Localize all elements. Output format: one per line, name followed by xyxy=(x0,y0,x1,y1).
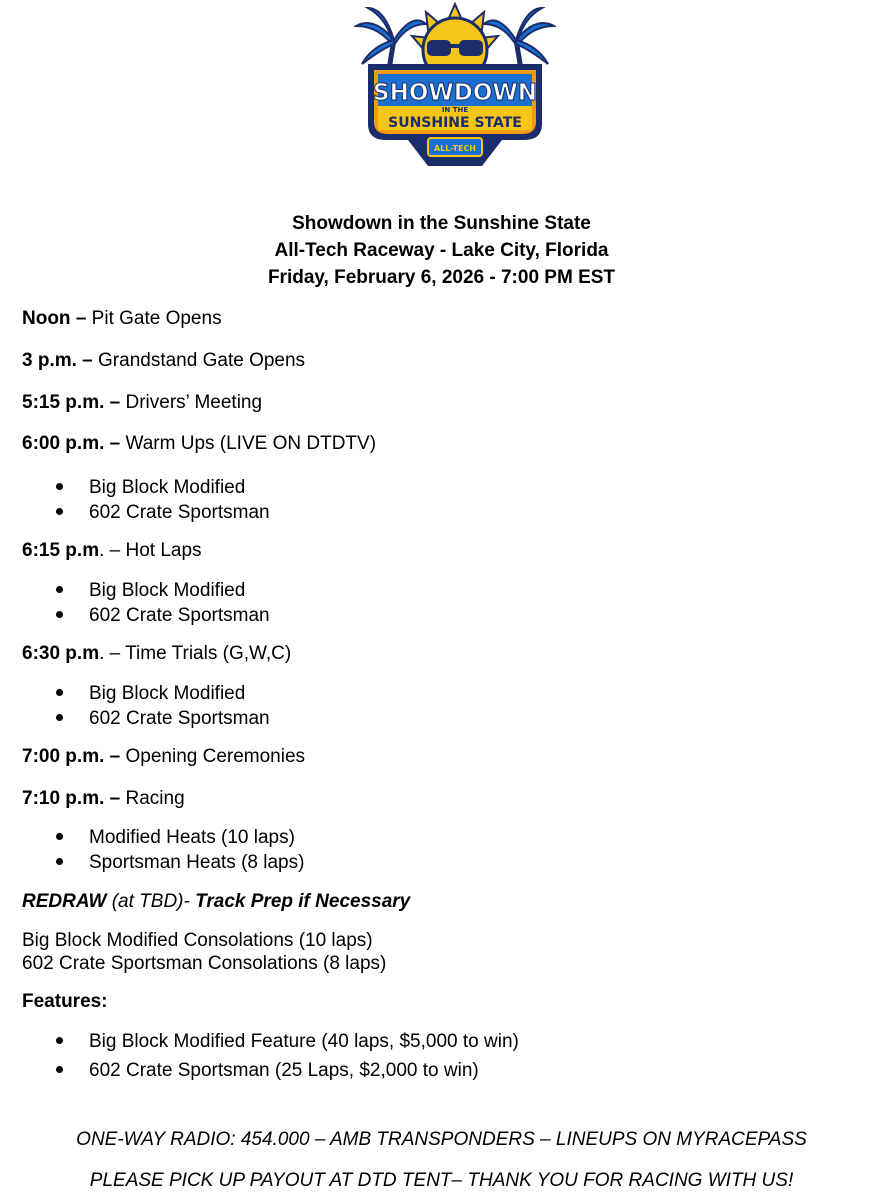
bullet-icon xyxy=(56,483,63,490)
redraw-label: REDRAW xyxy=(22,891,107,912)
consolation-item: Big Block Modified Consolations (10 laps) xyxy=(22,930,373,951)
schedule-event: Grandstand Gate Opens xyxy=(92,350,306,371)
redraw-line xyxy=(22,891,410,913)
schedule-event: Pit Gate Opens xyxy=(86,308,222,329)
logo-title-text: SHOWDOWN xyxy=(373,80,537,106)
list-item: 602 Crate Sportsman xyxy=(56,605,63,627)
schedule-time: 6:00 p.m. – xyxy=(22,433,121,454)
schedule-time: 7:10 p.m. – xyxy=(22,788,121,809)
footer-payout-line: PLEASE PICK UP PAYOUT AT DTD TENT– THANK YOU FOR RACING WITH US! xyxy=(89,1170,794,1191)
schedule-event: Drivers’ Meeting xyxy=(120,392,263,413)
event-date: Friday, February 6, 2026 - 7:00 PM EST xyxy=(267,267,616,288)
schedule-item xyxy=(22,433,376,455)
all-tech-badge-text: ALL-TECH xyxy=(433,144,477,153)
event-title: Showdown in the Sunshine State xyxy=(292,213,591,234)
schedule-item xyxy=(22,540,202,562)
list-item: 602 Crate Sportsman xyxy=(56,708,63,730)
schedule-event: Opening Ceremonies xyxy=(120,746,306,767)
list-item: Big Block Modified xyxy=(56,580,63,602)
event-venue: All-Tech Raceway - Lake City, Florida xyxy=(274,240,609,261)
list-item: Modified Heats (10 laps) xyxy=(56,827,63,849)
bullet-icon xyxy=(56,1066,63,1073)
bullet-icon xyxy=(56,508,63,515)
schedule-event: . – Time Trials (G,W,C) xyxy=(99,643,292,664)
schedule-time: Noon – xyxy=(22,308,87,329)
consolation-item: 602 Crate Sportsman Consolations (8 laps) xyxy=(22,953,387,974)
schedule-item xyxy=(22,643,291,665)
list-item: 602 Crate Sportsman xyxy=(56,502,63,524)
bullet-icon xyxy=(56,1037,63,1044)
schedule-time: 5:15 p.m. – xyxy=(22,392,121,413)
logo-state-text: SUNSHINE STATE xyxy=(388,115,522,131)
track-prep-label: Track Prep if Necessary xyxy=(195,891,411,912)
bullet-icon xyxy=(56,611,63,618)
list-item: 602 Crate Sportsman (25 Laps, $2,000 to win) xyxy=(56,1060,63,1082)
logo-subtitle-text: IN THE xyxy=(441,106,469,114)
schedule-event: . – Hot Laps xyxy=(99,540,202,561)
bullet-icon xyxy=(56,858,63,865)
bullet-icon xyxy=(56,833,63,840)
event-header xyxy=(0,210,883,291)
schedule-item xyxy=(22,788,185,810)
features-heading: Features: xyxy=(22,991,108,1012)
schedule-event: Warm Ups (LIVE ON DTDTV) xyxy=(120,433,377,454)
redraw-note: (at TBD)- xyxy=(106,891,196,912)
bullet-icon xyxy=(56,586,63,593)
schedule-time: 7:00 p.m. – xyxy=(22,746,121,767)
schedule-item xyxy=(22,746,305,768)
schedule-time: 6:30 p.m xyxy=(22,643,100,664)
bullet-icon xyxy=(56,714,63,721)
bullet-icon xyxy=(56,689,63,696)
event-logo xyxy=(354,2,556,168)
footer-radio-line: ONE-WAY RADIO: 454.000 – AMB TRANSPONDERS – LINEUPS ON MYRACEPASS xyxy=(76,1129,807,1150)
schedule-item xyxy=(22,392,262,414)
schedule-item xyxy=(22,350,305,372)
schedule-item xyxy=(22,308,222,330)
list-item: Big Block Modified Feature (40 laps, $5,000 to win) xyxy=(56,1031,63,1053)
list-item: Sportsman Heats (8 laps) xyxy=(56,852,63,874)
schedule-time: 3 p.m. – xyxy=(22,350,93,371)
list-item: Big Block Modified xyxy=(56,477,63,499)
list-item: Big Block Modified xyxy=(56,683,63,705)
schedule-time: 6:15 p.m xyxy=(22,540,100,561)
schedule-event: Racing xyxy=(120,788,185,809)
